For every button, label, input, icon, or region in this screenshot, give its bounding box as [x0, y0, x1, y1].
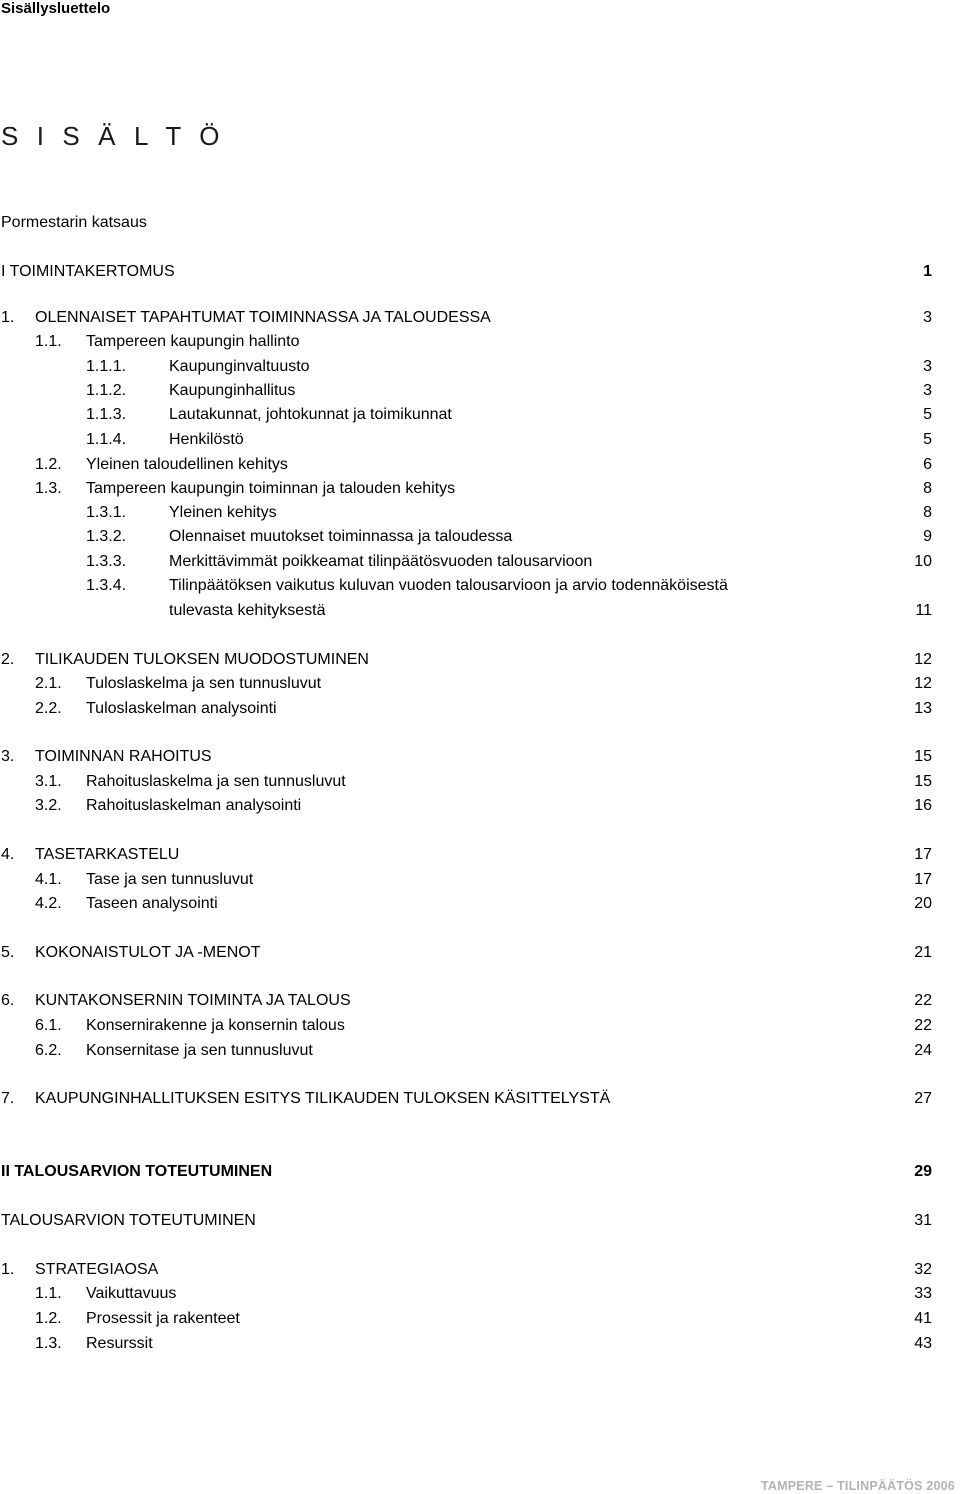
toc-entry[interactable]	[0, 992, 960, 1010]
toc-entry[interactable]	[0, 846, 960, 864]
toc-entry-number: 1.1.4.	[86, 431, 127, 448]
toc-entry-title: Resurssit	[86, 1335, 153, 1352]
toc-entry-title: Pormestarin katsaus	[1, 214, 147, 231]
toc-entry[interactable]	[0, 504, 960, 522]
toc-entry-number: 1.1.1.	[86, 358, 127, 375]
toc-entry-page: 6	[923, 456, 932, 473]
toc-entry-page: 8	[923, 480, 932, 497]
toc-entry-title: Konsernitase ja sen tunnusluvut	[86, 1042, 313, 1059]
toc-entry[interactable]	[0, 480, 960, 498]
toc-entry-page: 33	[914, 1285, 932, 1302]
toc-entry-number: 1.3.1.	[86, 504, 127, 521]
toc-entry[interactable]	[0, 431, 960, 449]
toc-entry-title: Yleinen taloudellinen kehitys	[86, 456, 288, 473]
toc-entry-title: Henkilöstö	[169, 431, 244, 448]
toc-entry-page: 27	[914, 1090, 932, 1107]
toc-entry[interactable]	[0, 1163, 960, 1181]
toc-entry-title: Yleinen kehitys	[169, 504, 277, 521]
toc-entry-number: 7.	[1, 1090, 15, 1107]
toc-entry-title: TILIKAUDEN TULOKSEN MUODOSTUMINEN	[35, 651, 369, 668]
toc-entry-title: KOKONAISTULOT JA -MENOT	[35, 944, 261, 961]
toc-entry-title: I TOIMINTAKERTOMUS	[1, 263, 175, 280]
toc-entry[interactable]	[0, 528, 960, 546]
toc-entry-number: 1.	[1, 309, 15, 326]
toc-entry[interactable]	[0, 1042, 960, 1060]
toc-entry[interactable]	[0, 263, 960, 281]
toc-entry-title: Kaupunginhallitus	[169, 382, 296, 399]
toc-entry-number: 1.3.4.	[86, 577, 127, 594]
toc-entry-page: 20	[914, 895, 932, 912]
toc-entry-title: Rahoituslaskelma ja sen tunnusluvut	[86, 773, 346, 790]
toc-entry-page: 16	[914, 797, 932, 814]
toc-entry-title: TASETARKASTELU	[35, 846, 180, 863]
toc-entry[interactable]	[0, 602, 960, 620]
toc-entry-page: 32	[914, 1261, 932, 1278]
toc-entry-title: Rahoituslaskelman analysointi	[86, 797, 302, 814]
toc-entry-number: 6.	[1, 992, 15, 1009]
toc-entry[interactable]	[0, 1212, 960, 1230]
toc-entry-title: OLENNAISET TAPAHTUMAT TOIMINNASSA JA TALOUDESSA	[35, 309, 491, 326]
toc-entry-title: Tampereen kaupungin toiminnan ja talouden kehitys	[86, 480, 456, 497]
toc-entry-page: 43	[914, 1335, 932, 1352]
toc-entry-page: 11	[915, 602, 932, 619]
toc-entry-number: 1.3.	[35, 1335, 62, 1352]
toc-title: S I S Ä L T Ö	[1, 121, 226, 151]
toc-entry[interactable]	[0, 944, 960, 962]
toc-entry-title: TALOUSARVION TOTEUTUMINEN	[1, 1212, 256, 1229]
toc-entry-number: 1.3.3.	[86, 553, 127, 570]
toc-entry-page: 10	[914, 553, 932, 570]
toc-entry[interactable]	[0, 456, 960, 474]
toc-entry[interactable]	[0, 577, 960, 595]
toc-entry-number: 1.1.2.	[86, 382, 127, 399]
toc-entry-number: 1.3.	[35, 480, 62, 497]
toc-entry[interactable]	[0, 1335, 960, 1353]
toc-entry-page: 5	[923, 406, 932, 423]
toc-entry-page: 31	[914, 1212, 932, 1229]
toc-entry-page: 13	[914, 700, 932, 717]
toc-entry-page: 29	[914, 1163, 932, 1180]
toc-entry[interactable]	[0, 748, 960, 766]
toc-entry-page: 22	[914, 992, 932, 1009]
toc-entry-title: tulevasta kehityksestä	[169, 602, 326, 619]
toc-entry-number: 1.1.	[35, 333, 62, 350]
toc-entry-number: 3.2.	[35, 797, 62, 814]
toc-entry-number: 2.	[1, 651, 15, 668]
toc-entry-number: 1.2.	[35, 1310, 62, 1327]
toc-entry-number: 4.2.	[35, 895, 62, 912]
toc-entry-number: 4.1.	[35, 871, 62, 888]
toc-entry-page: 3	[923, 309, 932, 326]
toc-entry[interactable]	[0, 700, 960, 718]
toc-entry-page: 3	[923, 358, 932, 375]
toc-entry[interactable]	[0, 871, 960, 889]
toc-entry-page: 17	[914, 846, 932, 863]
toc-entry-title: Vaikuttavuus	[86, 1285, 177, 1302]
toc-entry-number: 2.2.	[35, 700, 62, 717]
toc-entry[interactable]	[0, 333, 960, 351]
toc-entry-page: 3	[923, 382, 932, 399]
toc-entry-title: Tuloslaskelman analysointi	[86, 700, 277, 717]
toc-entry-number: 5.	[1, 944, 15, 961]
toc-entry-page: 24	[914, 1042, 932, 1059]
toc-entry[interactable]	[0, 797, 960, 815]
toc-entry-title: Tilinpäätöksen vaikutus kuluvan vuoden talousarvioon ja arvio todennäköisestä	[169, 577, 728, 594]
toc-entry-title: Lautakunnat, johtokunnat ja toimikunnat	[169, 406, 452, 423]
toc-entry-page: 5	[923, 431, 932, 448]
toc-entry-title: STRATEGIAOSA	[35, 1261, 159, 1278]
toc-entry-number: 1.3.2.	[86, 528, 127, 545]
toc-entry-title: KAUPUNGINHALLITUKSEN ESITYS TILIKAUDEN TULOKSEN KÄSITTELYSTÄ	[35, 1090, 611, 1107]
toc-entry-title: Tase ja sen tunnusluvut	[86, 871, 254, 888]
toc-entry-page: 12	[914, 675, 932, 692]
toc-entry-page: 15	[914, 773, 932, 790]
toc-entry-title: Konsernirakenne ja konsernin talous	[86, 1017, 345, 1034]
page-header: Sisällysluettelo	[1, 0, 111, 17]
toc-entry-number: 2.1.	[35, 675, 62, 692]
toc-entry-number: 4.	[1, 846, 15, 863]
toc-entry-number: 6.1.	[35, 1017, 62, 1034]
toc-entry-title: Prosessit ja rakenteet	[86, 1310, 240, 1327]
toc-entry[interactable]	[0, 651, 960, 669]
toc-entry-page: 8	[923, 504, 932, 521]
toc-entry-number: 6.2.	[35, 1042, 62, 1059]
toc-entry[interactable]	[0, 895, 960, 913]
toc-entry-page: 15	[914, 748, 932, 765]
toc-entry-title: II TALOUSARVION TOTEUTUMINEN	[1, 1163, 273, 1180]
toc-entry-number: 1.2.	[35, 456, 62, 473]
toc-entry-page: 21	[914, 944, 932, 961]
toc-entry[interactable]	[0, 1310, 960, 1328]
toc-entry-page: 12	[914, 651, 932, 668]
toc-entry[interactable]	[0, 553, 960, 571]
page-footer: TAMPERE – TILINPÄÄTÖS 2006	[761, 1479, 955, 1493]
toc-entry-title: Tampereen kaupungin hallinto	[86, 333, 300, 350]
toc-entry[interactable]	[0, 1285, 960, 1303]
toc-entry-page: 1	[923, 263, 932, 280]
toc-entry[interactable]	[0, 1090, 960, 1108]
toc-entry-title: Tuloslaskelma ja sen tunnusluvut	[86, 675, 322, 692]
toc-entry-page: 17	[914, 871, 932, 888]
toc-entry[interactable]	[0, 214, 960, 232]
toc-entry-page: 22	[914, 1017, 932, 1034]
toc-entry-title: Merkittävimmät poikkeamat tilinpäätösvuoden talousarvioon	[169, 553, 593, 570]
toc-entry-page: 9	[923, 528, 932, 545]
toc-entry-number: 1.	[1, 1261, 15, 1278]
toc-entry[interactable]	[0, 1261, 960, 1279]
toc-entry-page: 41	[914, 1310, 932, 1327]
toc-entry-title: KUNTAKONSERNIN TOIMINTA JA TALOUS	[35, 992, 351, 1009]
toc-entry[interactable]	[0, 309, 960, 327]
toc-entry[interactable]	[0, 773, 960, 791]
toc-entry[interactable]	[0, 675, 960, 693]
toc-entry[interactable]	[0, 358, 960, 376]
toc-entry[interactable]	[0, 406, 960, 424]
toc-entry-number: 3.	[1, 748, 15, 765]
toc-entry[interactable]	[0, 1017, 960, 1035]
toc-entry-title: Kaupunginvaltuusto	[169, 358, 310, 375]
toc-entry-title: TOIMINNAN RAHOITUS	[35, 748, 212, 765]
toc-entry-title: Taseen analysointi	[86, 895, 218, 912]
toc-entry-number: 1.1.	[35, 1285, 62, 1302]
toc-entry-title: Olennaiset muutokset toiminnassa ja taloudessa	[169, 528, 513, 545]
toc-entry-number: 3.1.	[35, 773, 62, 790]
toc-entry[interactable]	[0, 382, 960, 400]
toc-entry-number: 1.1.3.	[86, 406, 127, 423]
